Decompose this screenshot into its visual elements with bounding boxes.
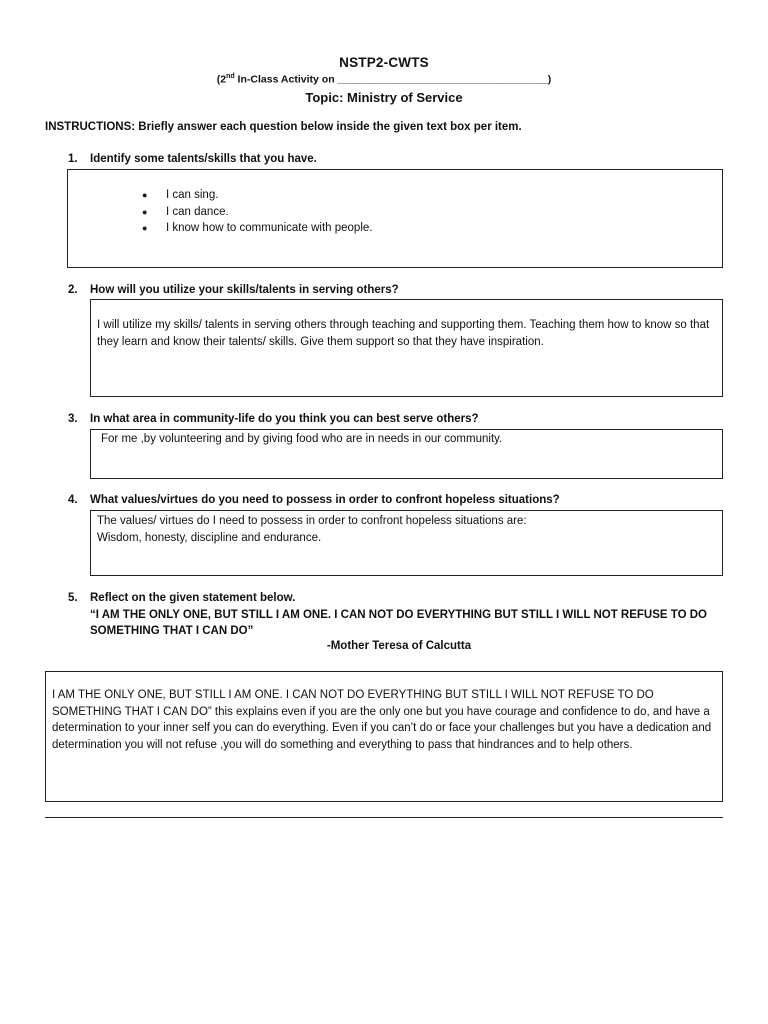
question-text: What values/virtues do you need to possess in order to confront hopeless situations? bbox=[90, 494, 560, 506]
answer-text: I AM THE ONLY ONE, BUT STILL I AM ONE. I CAN NOT DO EVERYTHING BUT STILL I WILL NOT REFUSE TO DO SOMETHING THAT I CAN DO” this explains even if you are the only one but you have courage and confidence to do, and have a determination to your inner self you can do everything. Even if you can’t do or face your challenges but you have a dedication and determination you will not refuse ,you will do something and everything to pass that hindrances and to help others. bbox=[52, 689, 712, 751]
question-1 bbox=[68, 153, 317, 165]
answer-text: For me ,by volunteering and by giving food who are in needs in our community. bbox=[101, 433, 503, 445]
answer-line-2: Wisdom, honesty, discipline and endurance. bbox=[97, 531, 322, 544]
bottom-divider bbox=[45, 817, 723, 818]
question-text: Reflect on the given statement below. bbox=[90, 592, 296, 604]
answer-box-2[interactable] bbox=[90, 299, 723, 397]
question-3 bbox=[68, 413, 479, 425]
answer-line-1: The values/ virtues do I need to possess in order to confront hopeless situations are: bbox=[97, 515, 527, 527]
question-5 bbox=[68, 592, 295, 604]
list-item: ● I can dance. bbox=[142, 204, 722, 221]
question-number: 3. bbox=[68, 413, 78, 425]
question-4 bbox=[68, 494, 560, 506]
activity-subtitle bbox=[0, 73, 768, 86]
question-number: 2. bbox=[68, 284, 78, 296]
answer-text: I will utilize my skills/ talents in serving others through teaching and supporting them. Teaching them how to know so that they learn and know their talents/ skills. Give them support so that they have inspiration. bbox=[97, 319, 710, 348]
subtitle-prefix: (2 bbox=[216, 73, 227, 86]
answer-box-4[interactable] bbox=[90, 510, 723, 576]
question-2 bbox=[68, 284, 399, 296]
question-text: In what area in community-life do you think you can best serve others? bbox=[90, 413, 479, 425]
question-text: Identify some talents/skills that you have. bbox=[90, 153, 317, 165]
question-number: 1. bbox=[68, 153, 78, 165]
answer-box-3[interactable] bbox=[90, 429, 723, 479]
question-number: 4. bbox=[68, 494, 78, 506]
subtitle-ordinal: nd bbox=[226, 73, 235, 80]
list-item: ● I can sing. bbox=[142, 187, 722, 204]
reflection-quote: “I AM THE ONLY ONE, BUT STILL I AM ONE. I CAN NOT DO EVERYTHING BUT STILL I WILL NOT REFUSE TO DO SOMETHING THAT I CAN DO” bbox=[90, 609, 707, 637]
quote-author: -Mother Teresa of Calcutta bbox=[326, 640, 472, 652]
question-text: How will you utilize your skills/talents in serving others? bbox=[90, 284, 399, 296]
question-number: 5. bbox=[68, 592, 78, 604]
list-item: ● I know how to communicate with people. bbox=[142, 220, 722, 237]
instructions: INSTRUCTIONS: Briefly answer each question below inside the given text box per item. bbox=[45, 121, 522, 133]
subtitle-rest: In-Class Activity on ____________________________________) bbox=[234, 73, 552, 86]
answer-list bbox=[142, 187, 722, 237]
answer-box-1[interactable] bbox=[67, 169, 723, 268]
topic-heading: Topic: Ministry of Service bbox=[305, 90, 463, 105]
answer-box-5[interactable] bbox=[45, 671, 723, 802]
document-title: NSTP2-CWTS bbox=[339, 55, 429, 70]
